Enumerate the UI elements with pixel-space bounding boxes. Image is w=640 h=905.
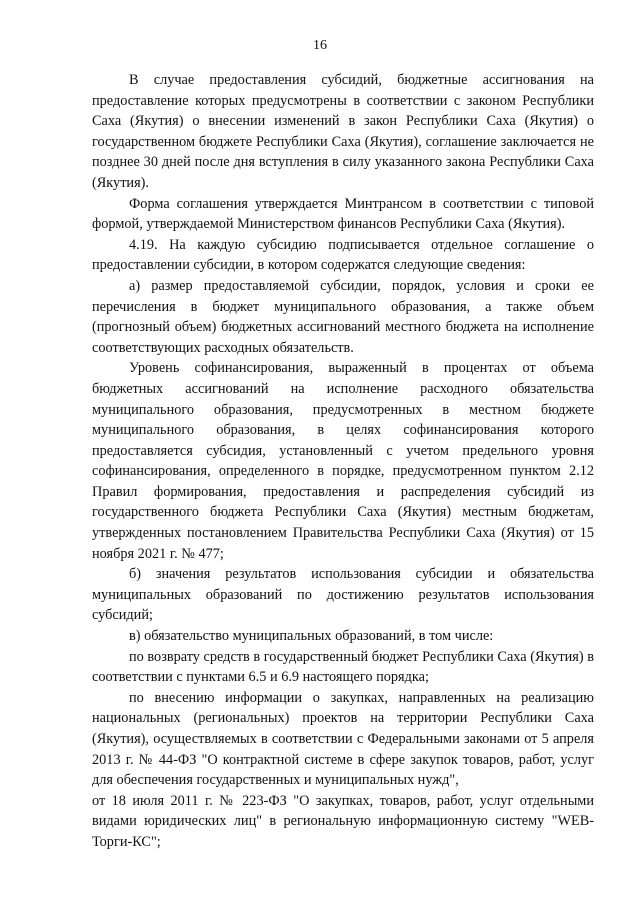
paragraph-law-223: от 18 июля 2011 г. № 223-ФЗ "О закупках, товаров, работ, услуг отдельными видами юридических лиц" в региональную информационную систему "WEB-Торги-КС"; <box>92 792 594 850</box>
paragraph-procurement-info: по внесению информации о закупках, направленных на реализацию национальных (региональных) проектов на территории Республики Саха (Якутия), осуществляемых в соответствии с Федеральными законами от 5 апреля 2013 г. № 44-ФЗ "О контрактной системе в сфере закупок товаров, работ, услуг для обеспечения государственных и муниципальных нужд", <box>92 689 594 789</box>
paragraph-agreement-form: Форма соглашения утверждается Минтрансом в соответствии с типовой формой, утверждаемой Министерством финансов Республики Саха (Якутия). <box>92 195 594 233</box>
paragraph-subsidy-agreement-term: В случае предоставления субсидий, бюджетные ассигнования на предоставление которых предусмотрены в соответствии с законом Республики Саха (Якутия) о внесении изменений в закон Республики Саха (Якутия) о государственном бюджете Республики Саха (Якутия), соглашение заключается не позднее 30 дней после дня вступления в силу указанного закона Республики Саха (Якутия). <box>92 72 594 191</box>
page-number: 16 <box>313 38 327 53</box>
paragraph-refund-obligation: по возврату средств в государственный бюджет Республики Саха (Якутия) в соответствии с пунктами 6.5 и 6.9 настоящего порядка; <box>92 648 594 686</box>
paragraph-item-a: а) размер предоставляемой субсидии, порядок, условия и сроки ее перечисления в бюджет муниципального образования, а также объем (прогнозный объем) бюджетных ассигнований местного бюджета на исполнение соответствующих расходных обязательств. <box>92 277 594 356</box>
paragraph-clause-4-19: 4.19. На каждую субсидию подписывается отдельное соглашение о предоставлении субсидии, в котором содержатся следующие сведения: <box>92 236 594 274</box>
paragraph-item-b: б) значения результатов использования субсидии и обязательства муниципальных образований по достижению результатов использования субсидий; <box>92 566 594 624</box>
paragraph-item-v: в) обязательство муниципальных образований, в том числе: <box>129 628 494 645</box>
document-body <box>92 70 594 853</box>
paragraph-cofinancing-level: Уровень софинансирования, выраженный в процентах от объема бюджетных ассигнований на исполнение расходного обязательства муниципального образования, предусмотренных в местном бюджете муниципального образования, в целях софинансирования которого предоставляется субсидия, установленный с учетом предельного уровня софинансирования, определенного в порядке, предусмотренном пунктом 2.12 Правил формирования, предоставления и распределения субсидий из государственного бюджета Республики Саха (Якутия) местным бюджетам, утвержденных постановлением Правительства Республики Саха (Якутия) от 15 ноября 2021 г. № 477; <box>92 360 594 562</box>
